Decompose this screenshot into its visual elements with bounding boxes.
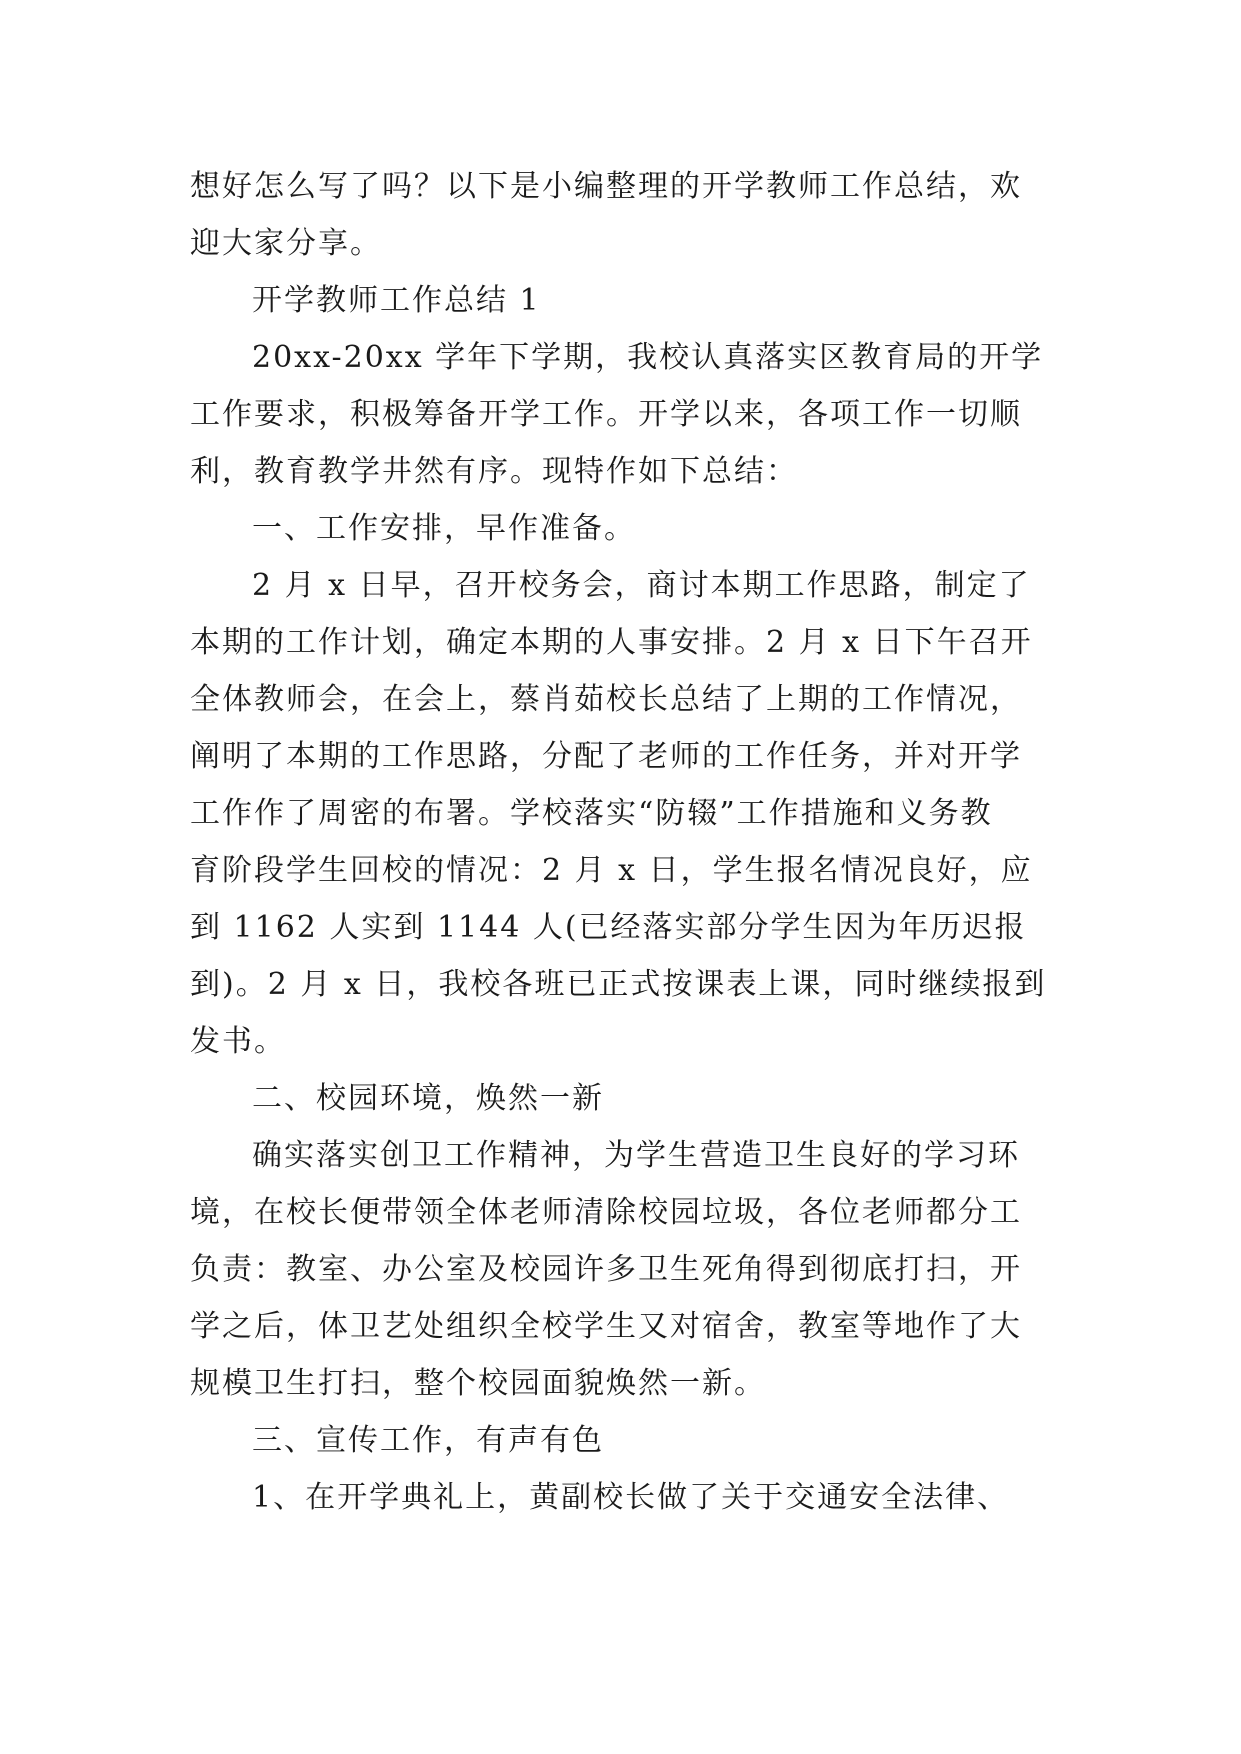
intro-paragraph [190, 158, 1070, 272]
text-line: 全体教师会，在会上，蔡肖茹校长总结了上期的工作情况， [190, 682, 1022, 717]
text-line: 境，在校长便带领全体老师清除校园垃圾，各位老师都分工 [190, 1195, 1022, 1230]
text-line: 利，教育教学井然有序。现特作如下总结： [190, 454, 798, 489]
text-line: 到 1162 人实到 1144 人(已经落实部分学生因为年历迟报 [190, 910, 1027, 945]
text-line: 工作要求，积极筹备开学工作。开学以来，各项工作一切顺 [190, 397, 1022, 432]
text-line: 1、在开学典礼上，黄副校长做了关于交通安全法律、 [252, 1480, 1010, 1515]
text-line: 20xx-20xx 学年下学期，我校认真落实区教育局的开学 [252, 340, 1044, 375]
text-line: 2 月 x 日早，召开校务会，商讨本期工作思路，制定了 [252, 568, 1031, 603]
section-heading: 一、工作安排，早作准备。 [252, 511, 636, 546]
section-heading: 二、校园环境，焕然一新 [252, 1081, 604, 1116]
section-title: 开学教师工作总结 1 [252, 283, 541, 318]
text-line: 想好怎么写了吗？以下是小编整理的开学教师工作总结，欢 [190, 169, 1022, 204]
text-line: 工作作了周密的布署。学校落实“防辍”工作措施和义务教 [190, 796, 993, 831]
text-line: 育阶段学生回校的情况：2 月 x 日，学生报名情况良好，应 [190, 853, 1033, 888]
section-heading: 三、宣传工作，有声有色 [252, 1423, 604, 1458]
text-line: 本期的工作计划，确定本期的人事安排。2 月 x 日下午召开 [190, 625, 1033, 660]
text-line: 规模卫生打扫，整个校园面貌焕然一新。 [190, 1366, 766, 1401]
document-body [190, 158, 1070, 1526]
paragraph [190, 329, 1070, 500]
paragraph [190, 1469, 1070, 1526]
text-line: 到)。2 月 x 日，我校各班已正式按课表上课，同时继续报到 [190, 967, 1047, 1002]
paragraph [190, 557, 1070, 1070]
text-line: 负责：教室、办公室及校园许多卫生死角得到彻底打扫，开 [190, 1252, 1022, 1287]
text-line: 确实落实创卫工作精神，为学生营造卫生良好的学习环 [252, 1138, 1020, 1173]
paragraph [190, 1127, 1070, 1412]
text-line: 阐明了本期的工作思路，分配了老师的工作任务，并对开学 [190, 739, 1022, 774]
text-line: 迎大家分享。 [190, 226, 382, 261]
text-line: 学之后，体卫艺处组织全校学生又对宿舍，教室等地作了大 [190, 1309, 1022, 1344]
text-line: 发书。 [190, 1024, 286, 1059]
